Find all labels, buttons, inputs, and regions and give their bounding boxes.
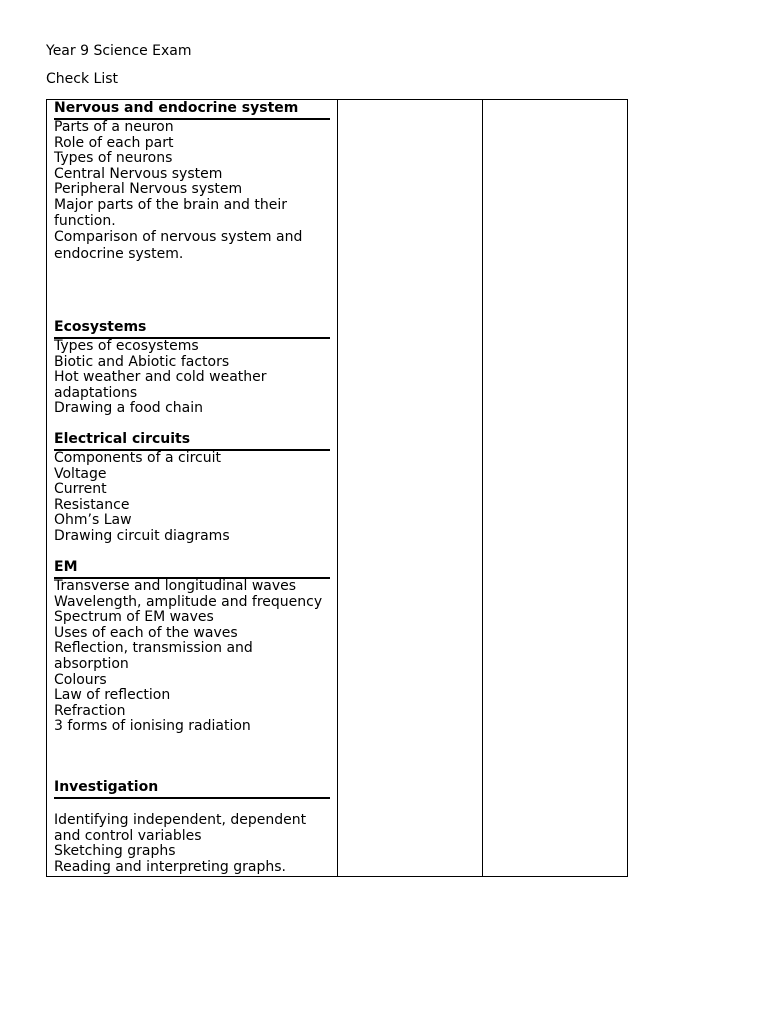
list-item: Biotic and Abiotic factors — [54, 353, 230, 370]
list-item: Refraction — [54, 702, 126, 719]
document-title: Year 9 Science Exam — [46, 43, 192, 59]
list-item: Drawing a food chain — [54, 400, 204, 417]
section-item-list — [54, 120, 330, 262]
list-item: 3 forms of ionising radiation — [54, 718, 251, 735]
list-item: Colours — [54, 671, 107, 688]
section-item-list — [54, 339, 330, 417]
section-electrical-circuits — [54, 431, 330, 545]
list-item: Transverse and longitudinal waves — [54, 578, 297, 594]
list-item: Voltage — [54, 465, 107, 482]
document-subtitle: Check List — [46, 71, 118, 87]
list-item: Sketching graphs — [54, 843, 176, 860]
list-item: Role of each part — [54, 134, 174, 151]
list-item: Types of ecosystems — [54, 338, 199, 354]
list-item: Wavelength, amplitude and frequency — [54, 593, 323, 610]
list-item: Ohm’s Law — [54, 512, 132, 529]
list-item: Identifying independent, dependent and control variables — [54, 812, 307, 844]
section-nervous-endocrine — [54, 100, 330, 262]
checklist-table — [46, 99, 628, 877]
section-heading: Ecosystems — [54, 319, 330, 339]
section-em — [54, 559, 330, 735]
section-investigation — [54, 779, 330, 875]
section-item-list — [54, 813, 330, 875]
section-heading: Nervous and endocrine system — [54, 100, 330, 120]
check-column-2 — [483, 100, 627, 876]
list-item: Parts of a neuron — [54, 119, 174, 135]
list-item: Uses of each of the waves — [54, 624, 238, 641]
section-item-list — [54, 451, 330, 545]
list-item: Spectrum of EM waves — [54, 609, 214, 626]
section-item-list — [54, 579, 330, 735]
list-item: Law of reflection — [54, 687, 171, 704]
check-column-1 — [338, 100, 483, 876]
list-item: Resistance — [54, 496, 130, 513]
list-item: Components of a circuit — [54, 450, 221, 466]
topics-column — [47, 100, 338, 876]
list-item: Reflection, transmission and absorption — [54, 640, 253, 672]
list-item: Types of neurons — [54, 150, 173, 167]
list-item: Hot weather and cold weather adaptations — [54, 369, 267, 401]
section-ecosystems — [54, 319, 330, 417]
section-heading: Electrical circuits — [54, 431, 330, 451]
list-item: Central Nervous system — [54, 165, 223, 182]
list-item: Reading and interpreting graphs. — [54, 858, 286, 875]
list-item: Major parts of the brain and their function. — [54, 196, 287, 229]
section-heading: Investigation — [54, 779, 330, 799]
list-item: Peripheral Nervous system — [54, 181, 243, 198]
section-heading: EM — [54, 559, 330, 579]
list-item: Drawing circuit diagrams — [54, 527, 230, 544]
list-item: Comparison of nervous system and endocrine system. — [54, 229, 303, 262]
list-item: Current — [54, 481, 107, 498]
